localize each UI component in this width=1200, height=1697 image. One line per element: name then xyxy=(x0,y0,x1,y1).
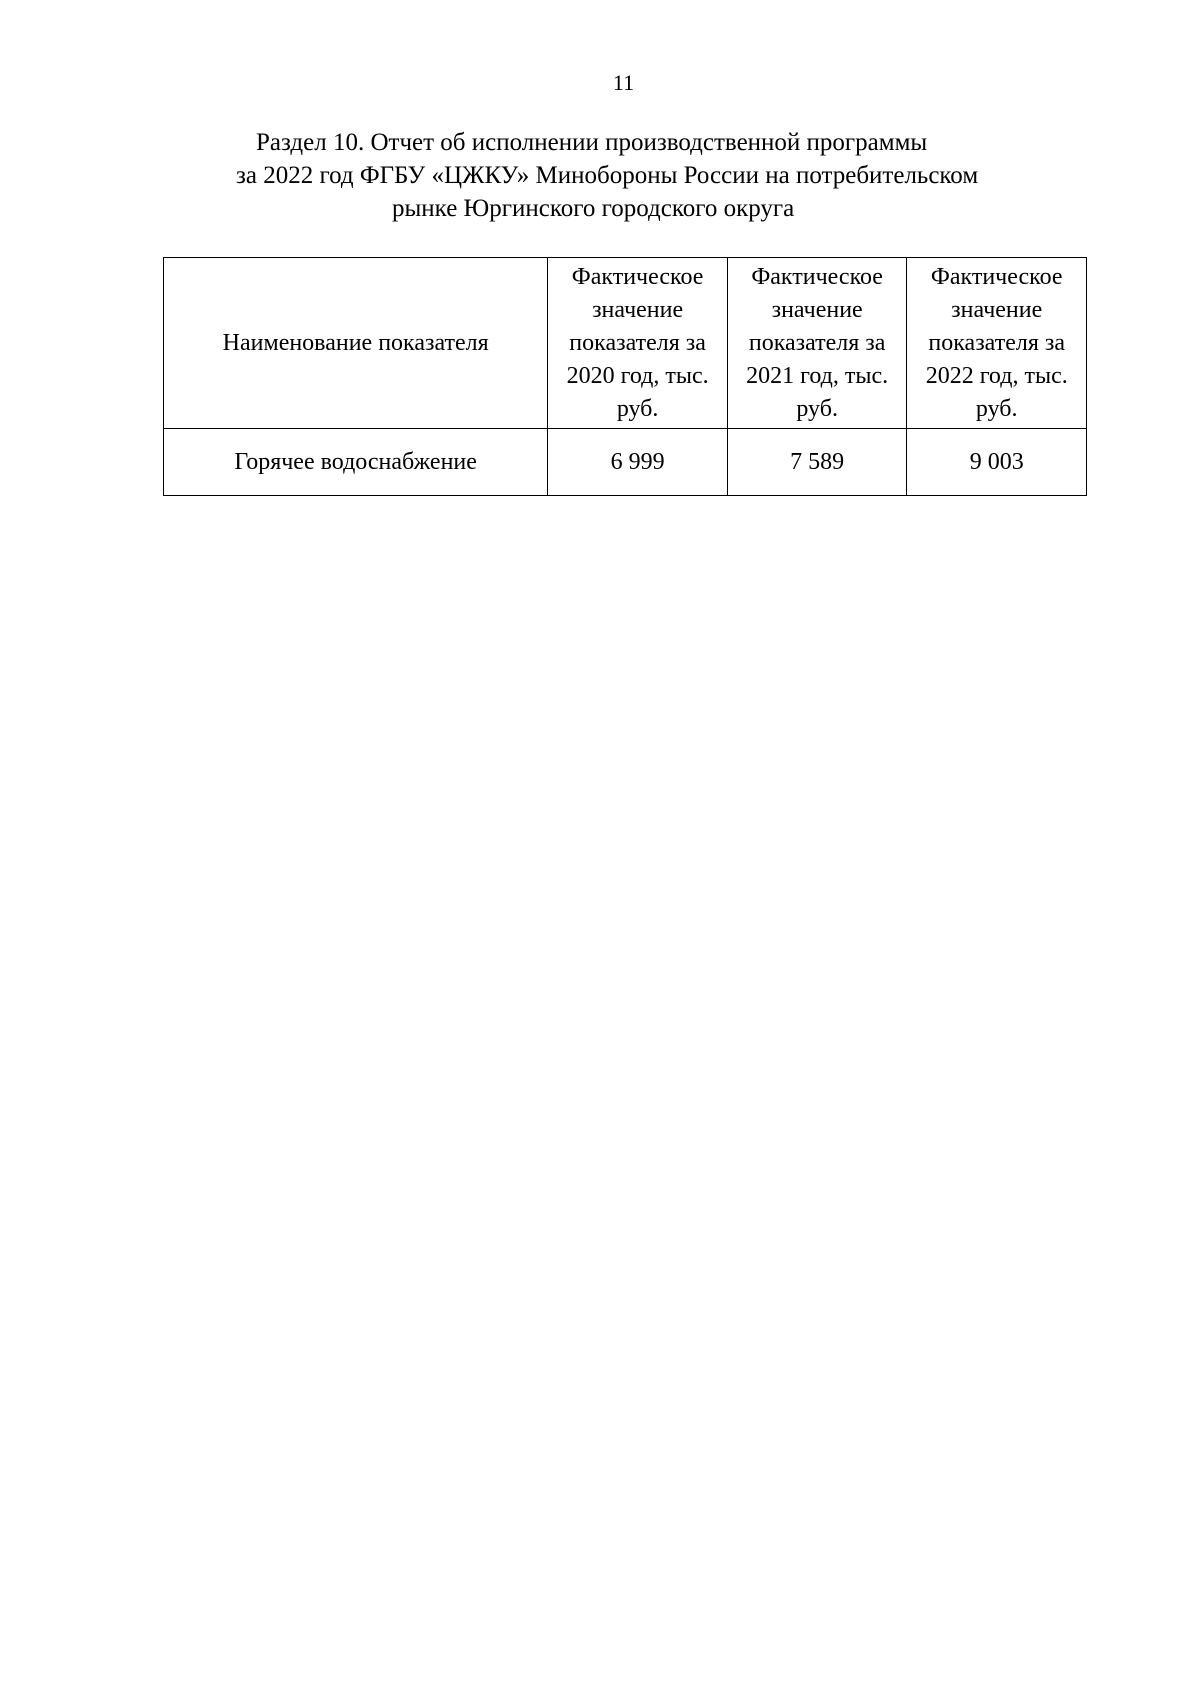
heading-line-2: за 2022 год ФГБУ «ЦЖКУ» Минобороны России на потребительском xyxy=(236,162,979,189)
column-header-2021: Фактическое значение показателя за 2021 год, тыс. руб. xyxy=(727,258,907,429)
cell-value-2021: 7 589 xyxy=(727,429,907,496)
column-header-2022: Фактическое значение показателя за 2022 год, тыс. руб. xyxy=(907,258,1087,429)
cell-value-2022: 9 003 xyxy=(907,429,1087,496)
table-header-row xyxy=(164,258,1087,429)
table-row xyxy=(164,429,1087,496)
section-heading xyxy=(150,126,1100,225)
column-header-indicator: Наименование показателя xyxy=(164,258,548,429)
report-table xyxy=(163,257,1087,496)
heading-line-1: Раздел 10. Отчет об исполнении производственной программы xyxy=(256,129,928,156)
cell-indicator-name: Горячее водоснабжение xyxy=(164,429,548,496)
column-header-2020: Фактическое значение показателя за 2020 год, тыс. руб. xyxy=(548,258,728,429)
heading-line-3: рынке Юргинского городского округа xyxy=(392,195,795,222)
cell-value-2020: 6 999 xyxy=(548,429,728,496)
page-number: 11 xyxy=(612,70,635,95)
